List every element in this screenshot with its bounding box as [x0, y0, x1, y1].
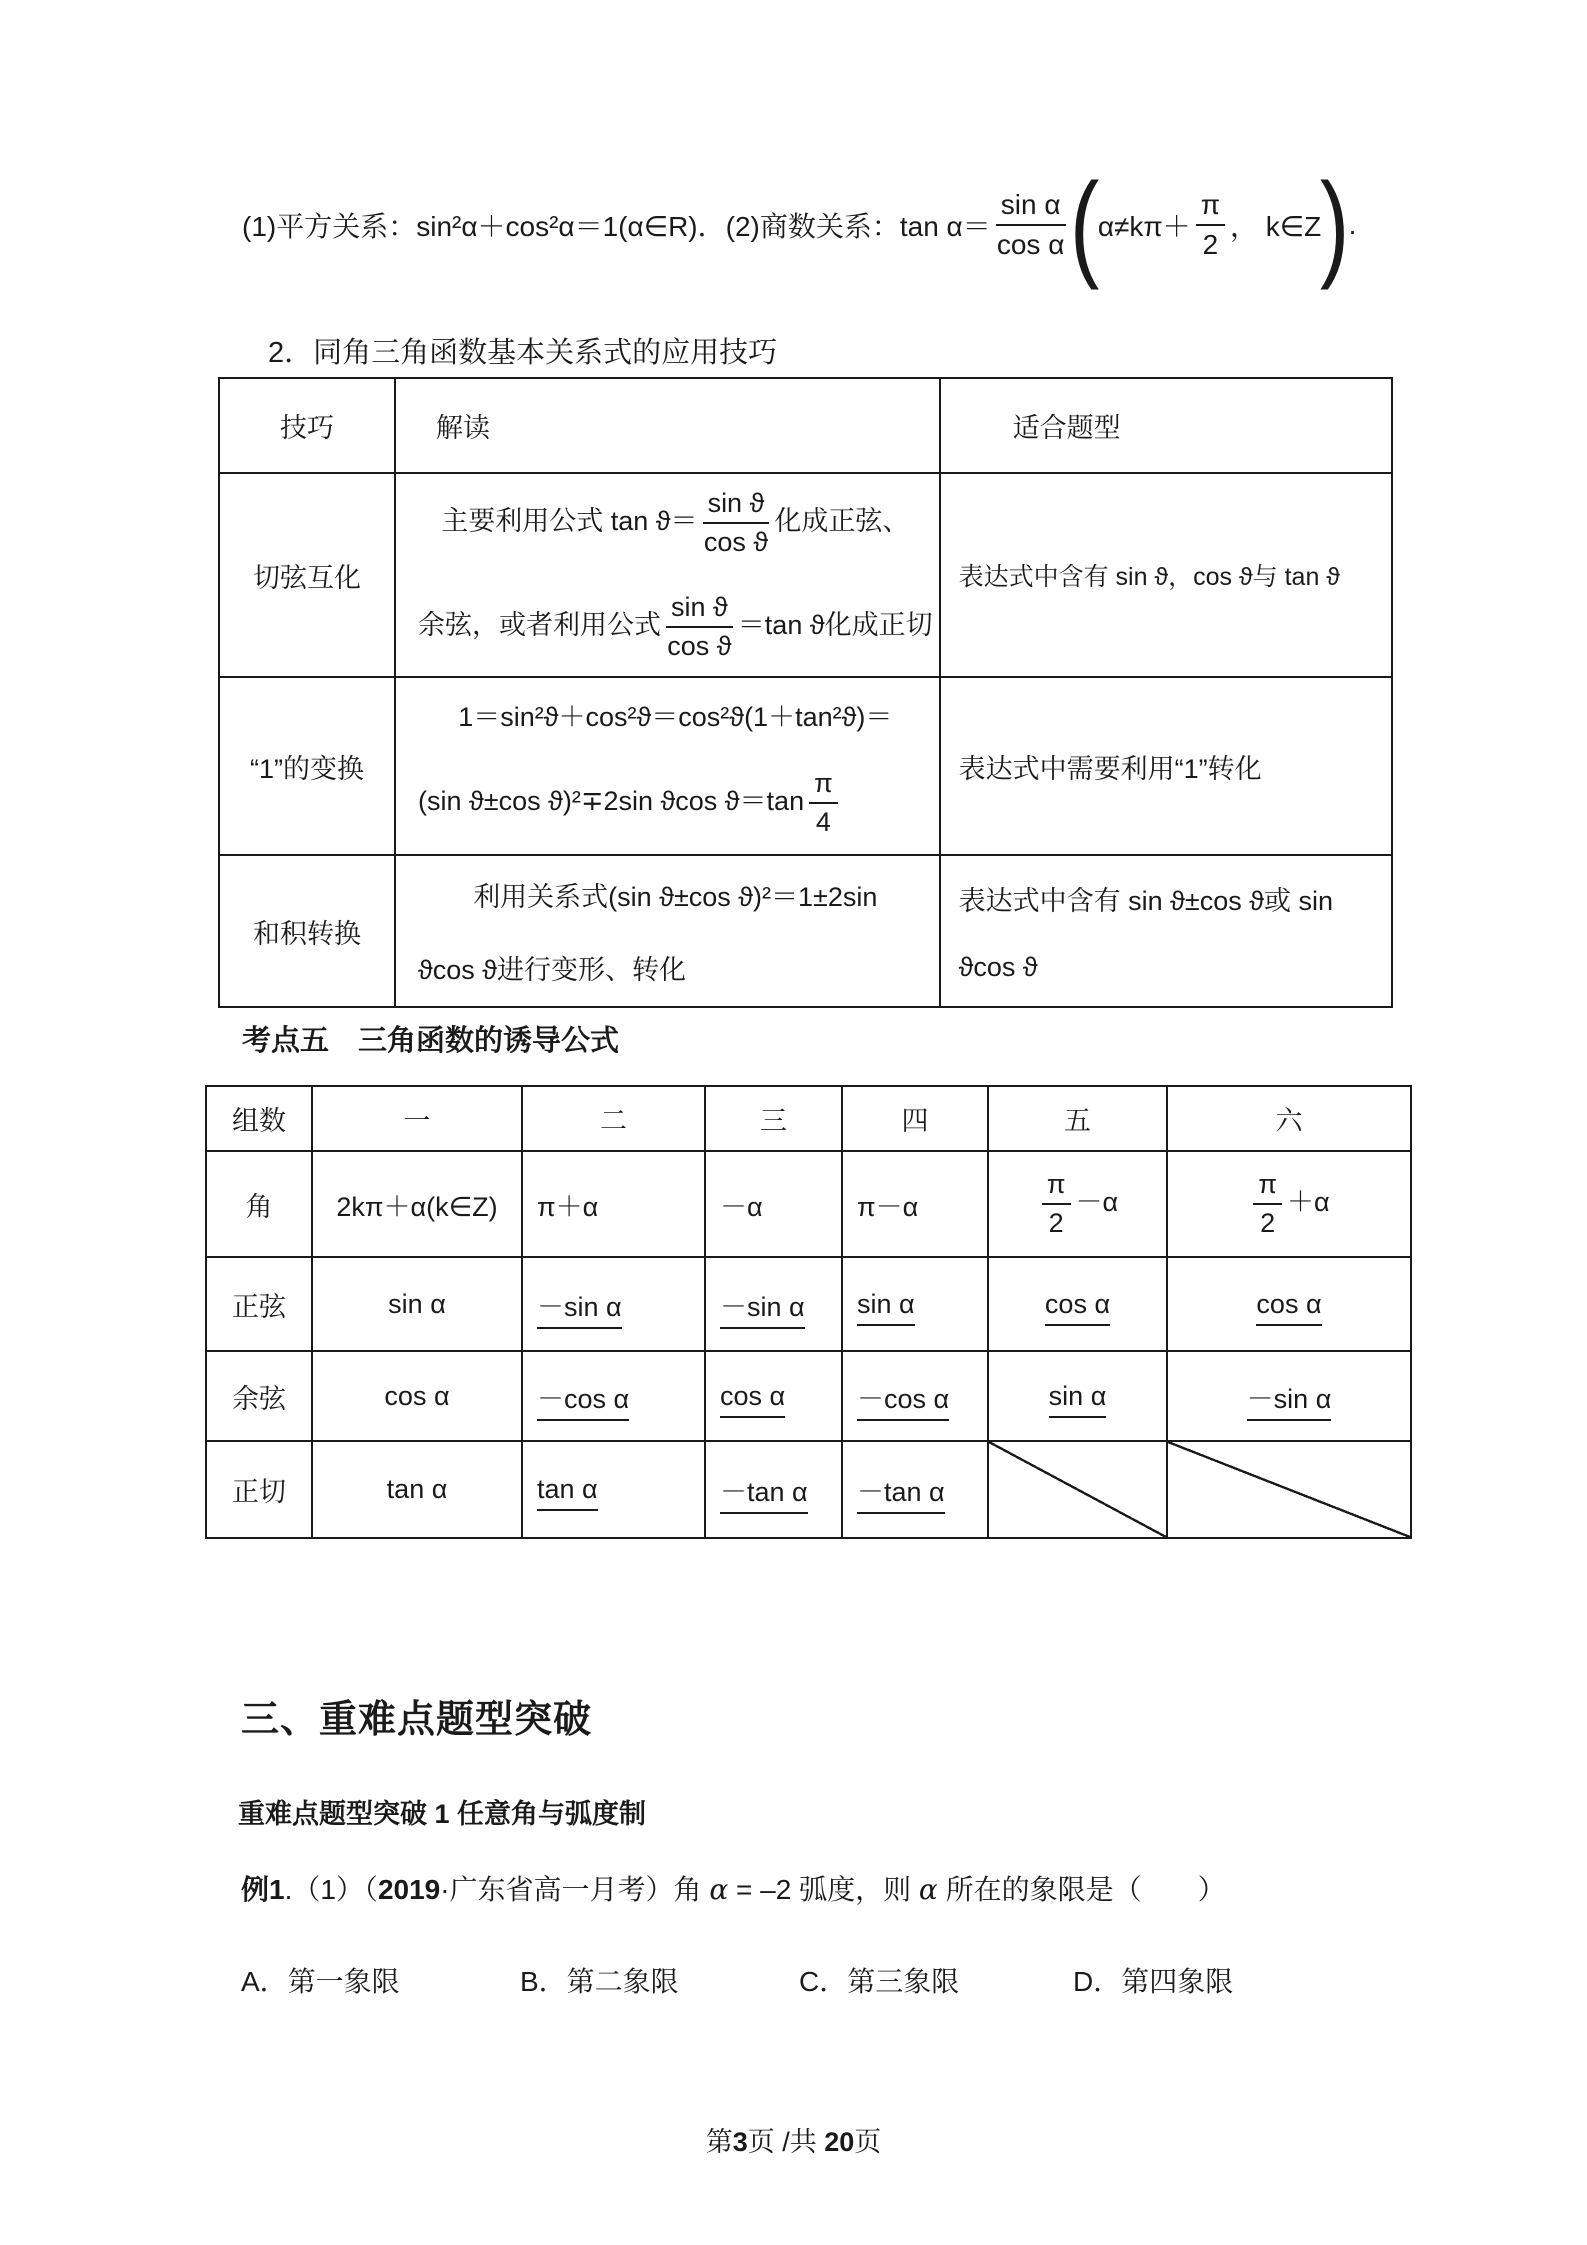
sine-cell: sin α	[842, 1257, 988, 1351]
formula-text: (1)平方关系：sin²α＋cos²α＝1(α∈R)．(2)商数关系：tan α＝	[242, 211, 991, 243]
header-suitable-type: 适合题型	[940, 378, 1392, 473]
header-3: 三	[705, 1086, 842, 1151]
tangent-cell: －tan α	[705, 1441, 842, 1538]
suitable-type-cell: 表达式中含有 sin ϑ，cos ϑ与 tan ϑ	[940, 473, 1392, 677]
year-source: 2019	[377, 1874, 441, 1905]
fraction-numerator: π	[1196, 189, 1225, 226]
angle-cell: $\frac{\pi}{2}$ ＋α	[1167, 1151, 1411, 1257]
cosine-cell: cos α	[312, 1351, 522, 1441]
tangent-row	[206, 1441, 1411, 1538]
row-label: 正切	[206, 1441, 312, 1538]
diagonal-slash-cell	[1167, 1441, 1411, 1538]
section-2-heading: 2．同角三角函数基本关系式的应用技巧	[268, 337, 778, 369]
table-header-row	[206, 1086, 1411, 1151]
alpha-symbol: α	[918, 1873, 938, 1906]
tangent-cell: tan α	[522, 1441, 705, 1538]
table-row	[219, 473, 1392, 677]
header-1: 一	[312, 1086, 522, 1151]
condition-text: α≠kπ＋	[1097, 211, 1191, 243]
sine-cell: cos α	[1167, 1257, 1411, 1351]
table-header-row	[219, 378, 1392, 473]
formula-line: 余弦，或者利用公式 $\frac{\text{sin ϑ}}{\text{cos ϑ}}$ ＝tan ϑ化成正切	[418, 592, 933, 662]
sine-cell: －sin α	[522, 1257, 705, 1351]
table-row	[219, 855, 1392, 1007]
big-left-paren: (	[1069, 159, 1099, 291]
angle-row	[206, 1151, 1411, 1257]
domain-condition	[1098, 189, 1321, 261]
diagonal-slash-cell	[988, 1441, 1167, 1538]
sine-cell: －sin α	[705, 1257, 842, 1351]
skill-cell: 切弦互化	[219, 473, 395, 677]
formula-line: (sin ϑ±cos ϑ)²∓2sin ϑcos ϑ＝tan $\frac{\pi}{4}$	[418, 768, 933, 838]
suitable-type-cell: 表达式中含有 sin ϑ±cos ϑ或 sin ϑcos ϑ	[940, 855, 1392, 1007]
option-b: B．第二象限	[520, 1966, 679, 1997]
header-4: 四	[842, 1086, 988, 1151]
fraction-pi-2	[1196, 189, 1225, 261]
fraction: $\frac{\text{sin ϑ}}{\text{cos ϑ}}$	[703, 488, 769, 558]
sine-row	[206, 1257, 1411, 1351]
condition-text: ， k∈Z	[1230, 211, 1322, 243]
sine-cell: sin α	[312, 1257, 522, 1351]
cosine-cell: －sin α	[1167, 1351, 1411, 1441]
header-5: 五	[988, 1086, 1167, 1151]
cosine-cell: －cos α	[842, 1351, 988, 1441]
example-1-question: 例1.（1）（2019·广东省高一月考）角 α = –2 弧度，则 α 所在的象限是（ ）	[241, 1873, 1226, 1906]
skill-cell: “1”的变换	[219, 677, 395, 855]
angle-cell: $\frac{\pi}{2}$ －α	[988, 1151, 1167, 1257]
angle-cell: π＋α	[522, 1151, 705, 1257]
header-interpretation: 解读	[395, 378, 940, 473]
tangent-cell: －tan α	[842, 1441, 988, 1538]
header-6: 六	[1167, 1086, 1411, 1151]
option-d: D．第四象限	[1073, 1966, 1234, 1997]
interpretation-cell	[395, 677, 940, 855]
tangent-cell: tan α	[312, 1441, 522, 1538]
formula-line: 1＝sin²ϑ＋cos²ϑ＝cos²ϑ(1＋tan²ϑ)＝	[458, 701, 893, 732]
sine-cell: cos α	[988, 1257, 1167, 1351]
fraction: $\frac{\text{sin ϑ}}{\text{cos ϑ}}$	[667, 592, 732, 662]
formula-line: ϑcos ϑ进行变形、转化	[418, 955, 687, 986]
alpha-symbol: α	[709, 1873, 729, 1906]
fraction-denominator: cos α	[996, 229, 1065, 261]
suitable-type-cell: 表达式中需要利用“1”转化	[940, 677, 1392, 855]
induction-formula-table	[205, 1085, 1412, 1539]
angle-cell: π－α	[842, 1151, 988, 1257]
header-skill: 技巧	[219, 378, 395, 473]
identity-formula-line	[242, 159, 1442, 291]
angle-cell: －α	[705, 1151, 842, 1257]
option-a: A．第一象限	[241, 1966, 400, 1997]
fraction-sin-cos	[996, 189, 1066, 261]
formula-line: 利用关系式(sin ϑ±cos ϑ)²＝1±2sin	[473, 882, 878, 913]
example-number: 例1	[241, 1874, 285, 1905]
cosine-cell: sin α	[988, 1351, 1167, 1441]
current-page-number: 3	[732, 2127, 748, 2157]
fraction: $\frac{\pi}{2}$	[1253, 1169, 1282, 1239]
header-group: 组数	[206, 1086, 312, 1151]
cosine-row	[206, 1351, 1411, 1441]
total-page-number: 20	[824, 2127, 855, 2157]
section-5-heading: 考点五 三角函数的诱导公式	[242, 1025, 620, 1057]
row-label: 余弦	[206, 1351, 312, 1441]
interpretation-cell	[395, 473, 940, 677]
fraction: $\frac{\pi}{4}$	[809, 768, 838, 838]
fraction-denominator: 2	[1202, 229, 1219, 261]
answer-options-row	[241, 1960, 1441, 2000]
period: .	[1348, 209, 1357, 241]
cosine-cell: －cos α	[522, 1351, 705, 1441]
skill-cell: 和积转换	[219, 855, 395, 1007]
option-c: C．第三象限	[799, 1966, 960, 1997]
big-right-paren: )	[1320, 159, 1350, 291]
fraction-numerator: sin α	[996, 189, 1066, 226]
page-number-footer: 第3页 /共 20页	[705, 2127, 882, 2157]
fraction: $\frac{\pi}{2}$	[1042, 1169, 1071, 1239]
cosine-cell: cos α	[705, 1351, 842, 1441]
header-2: 二	[522, 1086, 705, 1151]
application-skills-table	[218, 377, 1393, 1008]
section-3-heading: 三、重难点题型突破	[241, 1699, 593, 1741]
formula-line: 主要利用公式 tan ϑ＝ $\frac{\text{sin ϑ}}{\text{cos ϑ}}$ 化成正弦、	[441, 488, 910, 558]
interpretation-cell	[395, 855, 940, 1007]
table-row	[219, 677, 1392, 855]
angle-cell: 2kπ＋α(k∈Z)	[312, 1151, 522, 1257]
row-label: 角	[206, 1151, 312, 1257]
breakthrough-1-heading: 重难点题型突破 1 任意角与弧度制	[238, 1799, 647, 1829]
row-label: 正弦	[206, 1257, 312, 1351]
